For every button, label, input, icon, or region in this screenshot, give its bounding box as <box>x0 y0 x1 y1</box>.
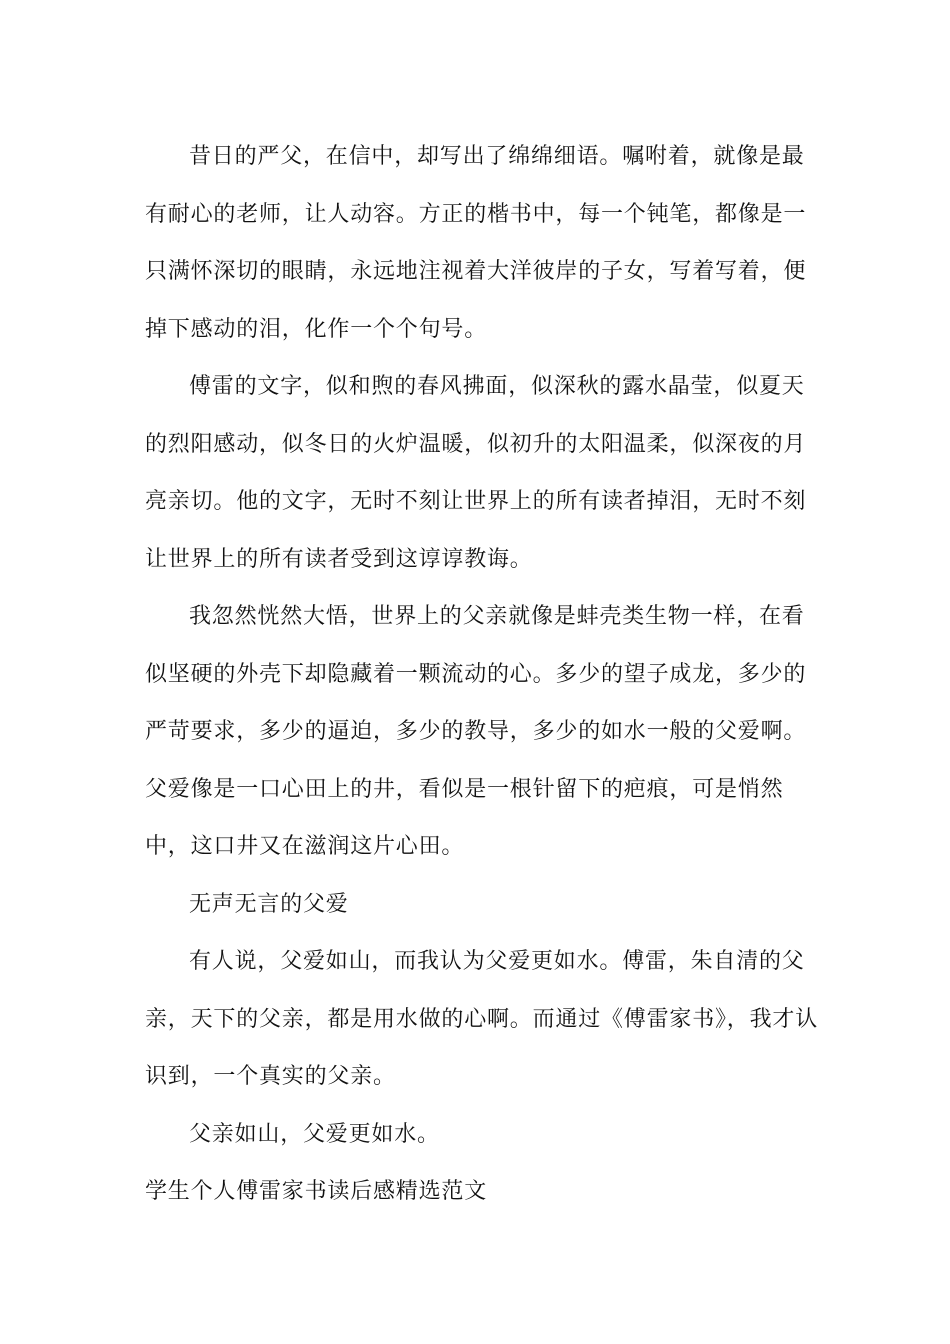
paragraph-5: 父亲如山，父爱更如水。 <box>189 1121 440 1147</box>
paragraph-1: 昔日的严父，在信中，却写出了绵绵细语。嘱咐着，就像是最有耐心的老师，让人动容。方正的楷书中，每一个钝笔，都像是一只满怀深切的眼睛，永远地注视着大洋彼岸的子女，写着写着，便掉下感动的泪，化作一个个句号。 <box>145 144 807 342</box>
paragraph-4: 有人说，父爱如山，而我认为父爱更如水。傅雷，朱自清的父亲，天下的父亲，都是用水做的心啊。而通过《傅雷家书》，我才认识到，一个真实的父亲。 <box>145 949 819 1089</box>
paragraph-3: 我忽然恍然大悟，世界上的父亲就像是蚌壳类生物一样，在看似坚硬的外壳下却隐藏着一颗流动的心。多少的望子成龙，多少的严苛要求，多少的逼迫，多少的教导，多少的如水一般的父爱啊。父爱像是一口心田上的井，看似是一根针留下的疤痕，可是悄然中，这口井又在滋润这片心田。 <box>145 604 807 859</box>
next-article-heading: 学生个人傅雷家书读后感精选范文 <box>145 1179 488 1204</box>
section-subheading: 无声无言的父爱 <box>189 891 349 917</box>
document-body <box>145 128 825 1221</box>
paragraph-2: 傅雷的文字，似和煦的春风拂面，似深秋的露水晶莹，似夏天的烈阳感动，似冬日的火炉温暖，似初升的太阳温柔，似深夜的月亮亲切。他的文字，无时不刻让世界上的所有读者掉泪，无时不刻让世界上的所有读者受到这谆谆教诲。 <box>145 374 807 572</box>
